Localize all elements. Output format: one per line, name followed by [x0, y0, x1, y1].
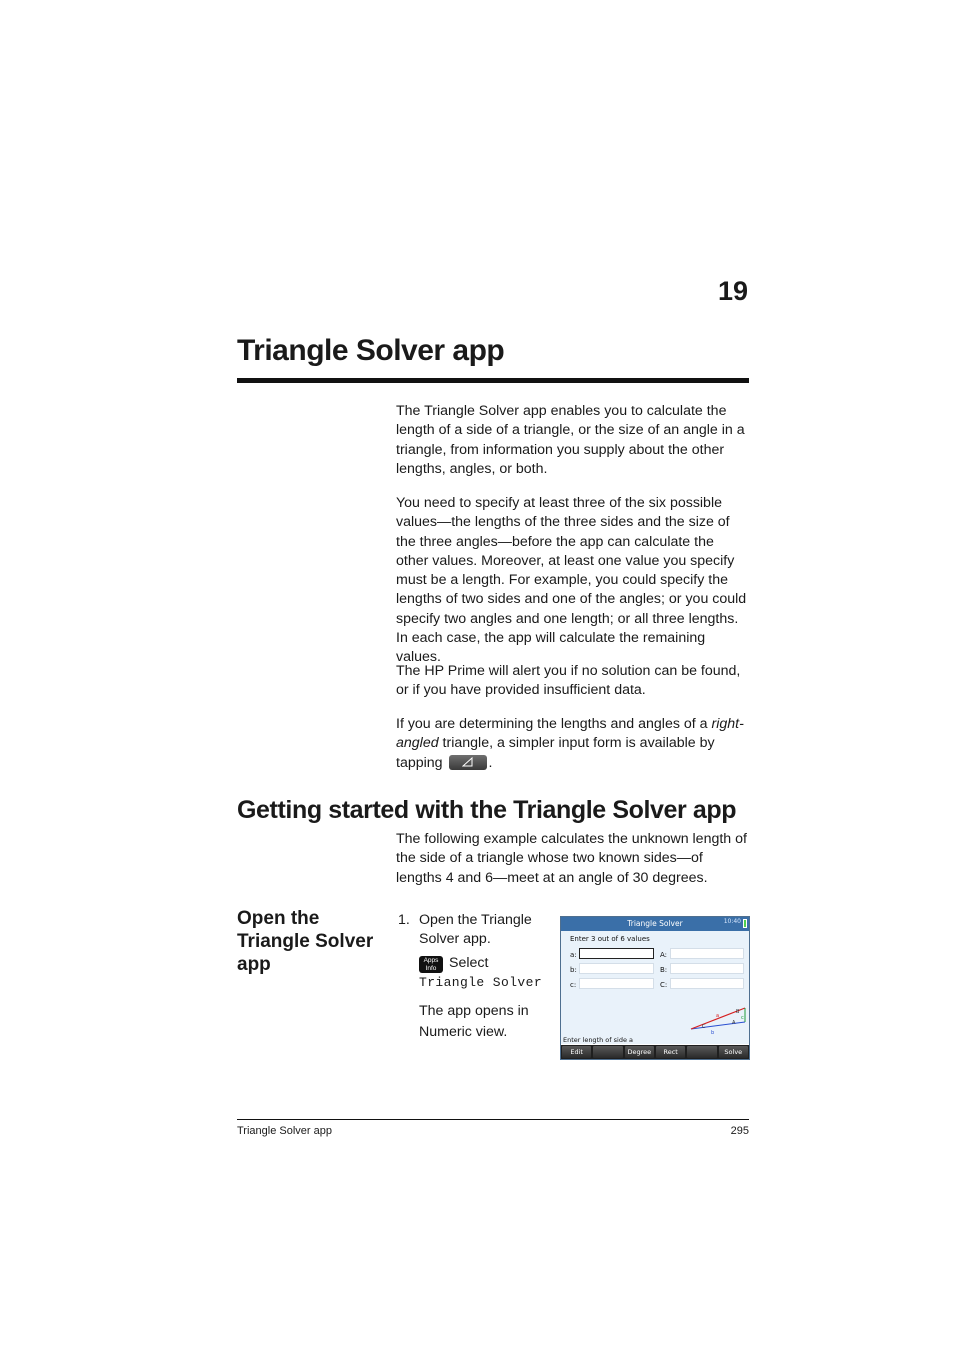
angle-C-input[interactable]	[670, 978, 744, 989]
calc-instruction: Enter 3 out of 6 values	[570, 935, 650, 943]
angle-label-B: B:	[660, 966, 668, 974]
intro-paragraph-3: The HP Prime will alert you if no solution can be found, or if you have provided insufficient data.	[396, 663, 741, 699]
label-a: a	[716, 1013, 720, 1019]
calc-status: Enter length of side a	[563, 1036, 633, 1044]
p4-end: .	[488, 754, 493, 771]
select-label: Select	[449, 954, 489, 971]
apps-key-line1: Apps	[423, 957, 439, 965]
intro-paragraph-1: The Triangle Solver app enables you to calculate the length of a side of a triangle, or the size of an angle in a triangle, from information you supply about the other lengths, angles, or both.	[396, 403, 745, 477]
label-b: b	[711, 1030, 715, 1036]
battery-icon	[743, 919, 747, 928]
calc-menu-bar	[561, 1045, 749, 1059]
apps-info-key[interactable]	[419, 956, 443, 973]
step-content	[419, 911, 559, 992]
side-c-input[interactable]	[579, 978, 654, 989]
step-text: Open the Triangle Solver app.	[419, 912, 532, 948]
side-b-input[interactable]	[579, 963, 654, 974]
title-rule	[237, 378, 749, 383]
intro-paragraph-4	[396, 715, 748, 773]
p4-italic: right-angled	[396, 716, 744, 752]
side-label-c: c:	[570, 981, 577, 989]
edit-softkey[interactable]: Edit	[562, 1046, 591, 1058]
side-label-a: a:	[570, 951, 577, 959]
side-label-b: b:	[570, 966, 577, 974]
section-heading: Getting started with the Triangle Solver app	[237, 796, 737, 824]
calculator-screenshot	[560, 916, 750, 1060]
footer-chapter-name: Triangle Solver app	[237, 1125, 332, 1137]
angle-label-A: A:	[660, 951, 668, 959]
intro-paragraph-2: You need to specify at least three of the six possible values—the lengths of the three sides and the size of the three angles—before the app can calculate the other values. Moreover, at least one value you specify must be a length. For example, you could specify the lengths of two sides and one of the angles; or you could specify two angles and one length; or all three lengths. In each case, the app will calculate the remaining values.	[396, 495, 747, 666]
step-number: 1.	[398, 912, 410, 928]
select-line	[419, 954, 559, 974]
chapter-title: Triangle Solver app	[237, 334, 505, 367]
label-c: c	[741, 1015, 744, 1021]
footer-rule	[237, 1119, 749, 1120]
degree-softkey[interactable]: Degree	[625, 1046, 654, 1058]
solve-softkey[interactable]: Solve	[719, 1046, 748, 1058]
subsection-heading: Open the Triangle Solver app	[237, 908, 374, 975]
p4-text-after: triangle, a simpler input form is available by tapping	[396, 735, 715, 771]
label-A: A	[732, 1020, 736, 1026]
section-paragraph: The following example calculates the unknown length of the side of a triangle whose two known sides—of lengths 4 and 6—meet at an angle of 30 degrees.	[396, 831, 747, 886]
app-name: Triangle Solver	[419, 975, 543, 991]
right-triangle-icon	[462, 757, 474, 767]
side-a-input[interactable]	[579, 948, 654, 959]
right-triangle-key[interactable]	[449, 755, 487, 770]
p4-text-before: If you are determining the lengths and angles of a	[396, 716, 712, 732]
chapter-number: 19	[717, 276, 748, 306]
page-number: 295	[730, 1125, 749, 1137]
calc-title-bar	[561, 917, 749, 931]
blank-softkey-2[interactable]	[687, 1046, 716, 1058]
calc-time: 10:40	[723, 918, 741, 925]
apps-key-line2: Info	[425, 964, 437, 972]
angle-A-input[interactable]	[670, 948, 744, 959]
triangle-diagram	[686, 1006, 748, 1036]
opens-text: The app opens in Numeric view.	[419, 1003, 529, 1040]
blank-softkey-1[interactable]	[593, 1046, 622, 1058]
rect-softkey[interactable]: Rect	[656, 1046, 685, 1058]
label-B: B	[736, 1009, 740, 1015]
label-C: C	[702, 1024, 706, 1030]
angle-B-input[interactable]	[670, 963, 744, 974]
calc-title: Triangle Solver	[627, 919, 683, 928]
calc-body	[561, 931, 749, 1044]
angle-label-C: C:	[660, 981, 668, 989]
